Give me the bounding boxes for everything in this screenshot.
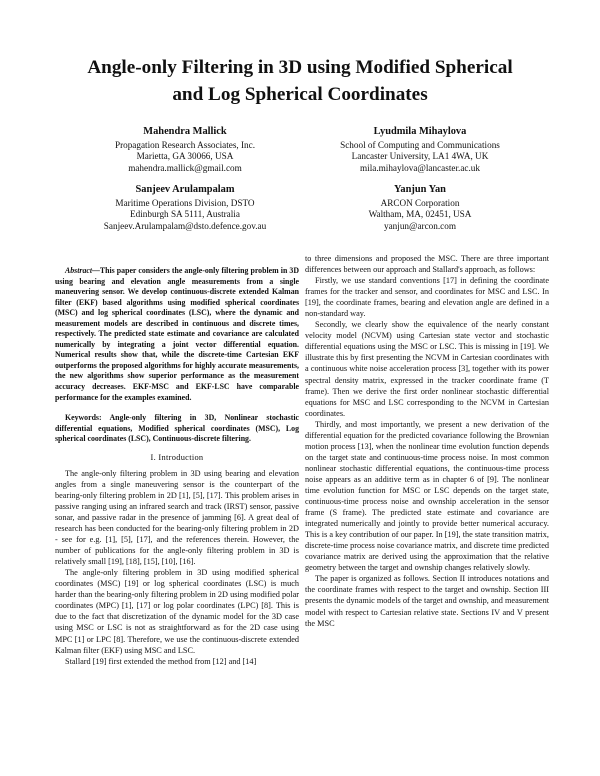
left-column xyxy=(55,266,299,667)
body-paragraph: The angle-only filtering problem in 3D using bearing and elevation angles from a single maneuvering sensor is the counterpart of the bearing-only filtering problem in 2D [1], [5], [17]. This problem arises in passive ranging using an infrared search and track (IRST) sensor, passive sonar, and passive radar in the presence of jamming [6]. A great deal of research has been conducted for the bearing-only filtering problem in 2D - see for e.g. [1], [5], [17], and the references therein. However, the number of publications for the angle-only filtering problem in 3D is relatively small [19], [18], [15], [10], [16]. xyxy=(55,468,299,567)
author-affiliation: Maritime Operations Division, DSTO xyxy=(115,197,255,208)
abstract xyxy=(55,266,299,403)
right-column xyxy=(305,253,549,629)
author-block-3 xyxy=(55,184,315,232)
author-email: mila.mihaylova@lancaster.ac.uk xyxy=(360,162,480,173)
abstract-text: —This paper considers the angle-only filtering problem in 3D using bearing and elevation angle measurements from a single maneuvering sensor. We develop continuous-discrete extended Kalman filter (EKF) based algorithms using modified spherical coordinates (MSC) and log spherical coordinates (LSC), where the dynamic and measurement models are described in continuous and discrete times, respectively. The predicted state estimate and covariance are calculated numerically by integrating a joint vector differential equation. Numerical results show that, while the discrete-time Cartesian EKF outperforms the proposed algorithms for highly accurate measurements, the new algorithms show superior performance as the measurement accuracy decreases. EKF-MSC and EKF-LSC have comparable performance for the examples examined. xyxy=(55,266,299,402)
author-affiliation: ARCON Corporation xyxy=(380,197,460,208)
author-name: Yanjun Yan xyxy=(394,184,446,195)
body-paragraph: to three dimensions and proposed the MSC. There are three important differences between our approach and Stallard's approach, as follows: xyxy=(305,254,549,275)
author-block-2 xyxy=(290,126,550,174)
title-line-2: and Log Spherical Coordinates xyxy=(172,84,428,105)
paper-title xyxy=(40,54,560,108)
author-affiliation: School of Computing and Communications xyxy=(340,139,500,150)
author-address: Marietta, GA 30066, USA xyxy=(136,151,234,162)
keywords: Keywords: Angle-only filtering in 3D, Nonlinear stochastic differential equations, Modified spherical coordinates (MSC), Log spherical coordinates (LSC), Continuous-discrete filtering. xyxy=(55,413,299,444)
author-email: Sanjeev.Arulampalam@dsto.defence.gov.au xyxy=(103,220,267,231)
body-paragraph: Secondly, we clearly show the equivalence of the nearly constant velocity model (NCVM) using Cartesian state vector and stochastic differential equations using the MSC or LSC. This is missing in [19]. We illustrate this by first presenting the NCVM in Cartesian coordinates with a continuous white noise acceleration process [3], together with its power spectral density matrix, expressed in the tracker coordinate frame (T frame). Then we derive the first order nonlinear stochastic differential equations for MSC and LSC corresponding to the NCVM in Cartesian coordinates. xyxy=(305,320,549,418)
author-block-4 xyxy=(290,184,550,232)
author-name: Mahendra Mallick xyxy=(143,126,227,137)
body-paragraph: The paper is organized as follows. Section II introduces notations and the coordinate frames with respect to the target and ownship. Section III presents the dynamic models of the target and ownship, and measurement model with respect to Cartesian relative state. Sections IV and V present the MSC xyxy=(305,574,549,628)
author-address: Waltham, MA, 02451, USA xyxy=(368,209,472,220)
title-line-1: Angle-only Filtering in 3D using Modified Spherical xyxy=(87,57,513,78)
author-email: yanjun@arcon.com xyxy=(384,220,456,231)
author-address: Lancaster University, LA1 4WA, UK xyxy=(351,151,489,162)
body-paragraph: Stallard [19] first extended the method from [12] and [14] xyxy=(65,656,257,666)
author-name: Lyudmila Mihaylova xyxy=(373,126,467,137)
author-affiliation: Propagation Research Associates, Inc. xyxy=(114,139,256,150)
body-paragraph: Thirdly, and most importantly, we present a new derivation of the differential equation for the predicted covariance following the Brownian motion process [13], when the nonlinear time evolution function depends on the target state and continuous-time process noise. In most common nonlinear stochastic differential equations, the continuous-time process noise appears as an additive term as in chapter 6 of [9]. The nonlinear time evolution function for MSC or LSC depends on the target state, continuous-time process noise and ownship acceleration in the sensor frame (S frame). The predicted state estimate and covariance are integrated numerically and jointly to provide better numerical accuracy. This is a key contribution of our paper. In [19], the state transition matrix, discrete-time process noise covariance matrix, and discrete time predicted covariance matrix are derived using the approximation that the relative geometry between the target and ownship changes relatively slowly. xyxy=(305,419,549,573)
author-name: Sanjeev Arulampalam xyxy=(135,184,235,195)
author-email: mahendra.mallick@gmail.com xyxy=(128,162,242,173)
section-heading-introduction: I. Introduction xyxy=(150,452,204,462)
author-block-1 xyxy=(55,126,315,174)
author-address: Edinburgh SA 5111, Australia xyxy=(130,209,240,220)
body-paragraph: The angle-only filtering problem in 3D using modified spherical coordinates (MSC) [19] or log spherical coordinates (LSC) is much harder than the bearing-only filtering problem in 2D using modified polar coordinates (MPC) [1], [17] or log polar coordinates (LPC) [8]. This is due to the fact that discretization of the dynamic model for the 3D case using MSC or LSC is not as straightforward as for the 2D case using MPC [1] or LPC [8]. Therefore, we use the continuous-discrete extended Kalman filter (EKF) using MSC and LSC. xyxy=(55,568,299,655)
body-paragraph: Firstly, we use standard conventions [17] in defining the coordinate frames for the tracker and sensor, and coordinates for MSC and LSC. In [19], the coordinate frames, bearing and elevation angle are defined in a non-standard way. xyxy=(305,276,549,319)
abstract-lead: Abstract xyxy=(65,266,93,275)
